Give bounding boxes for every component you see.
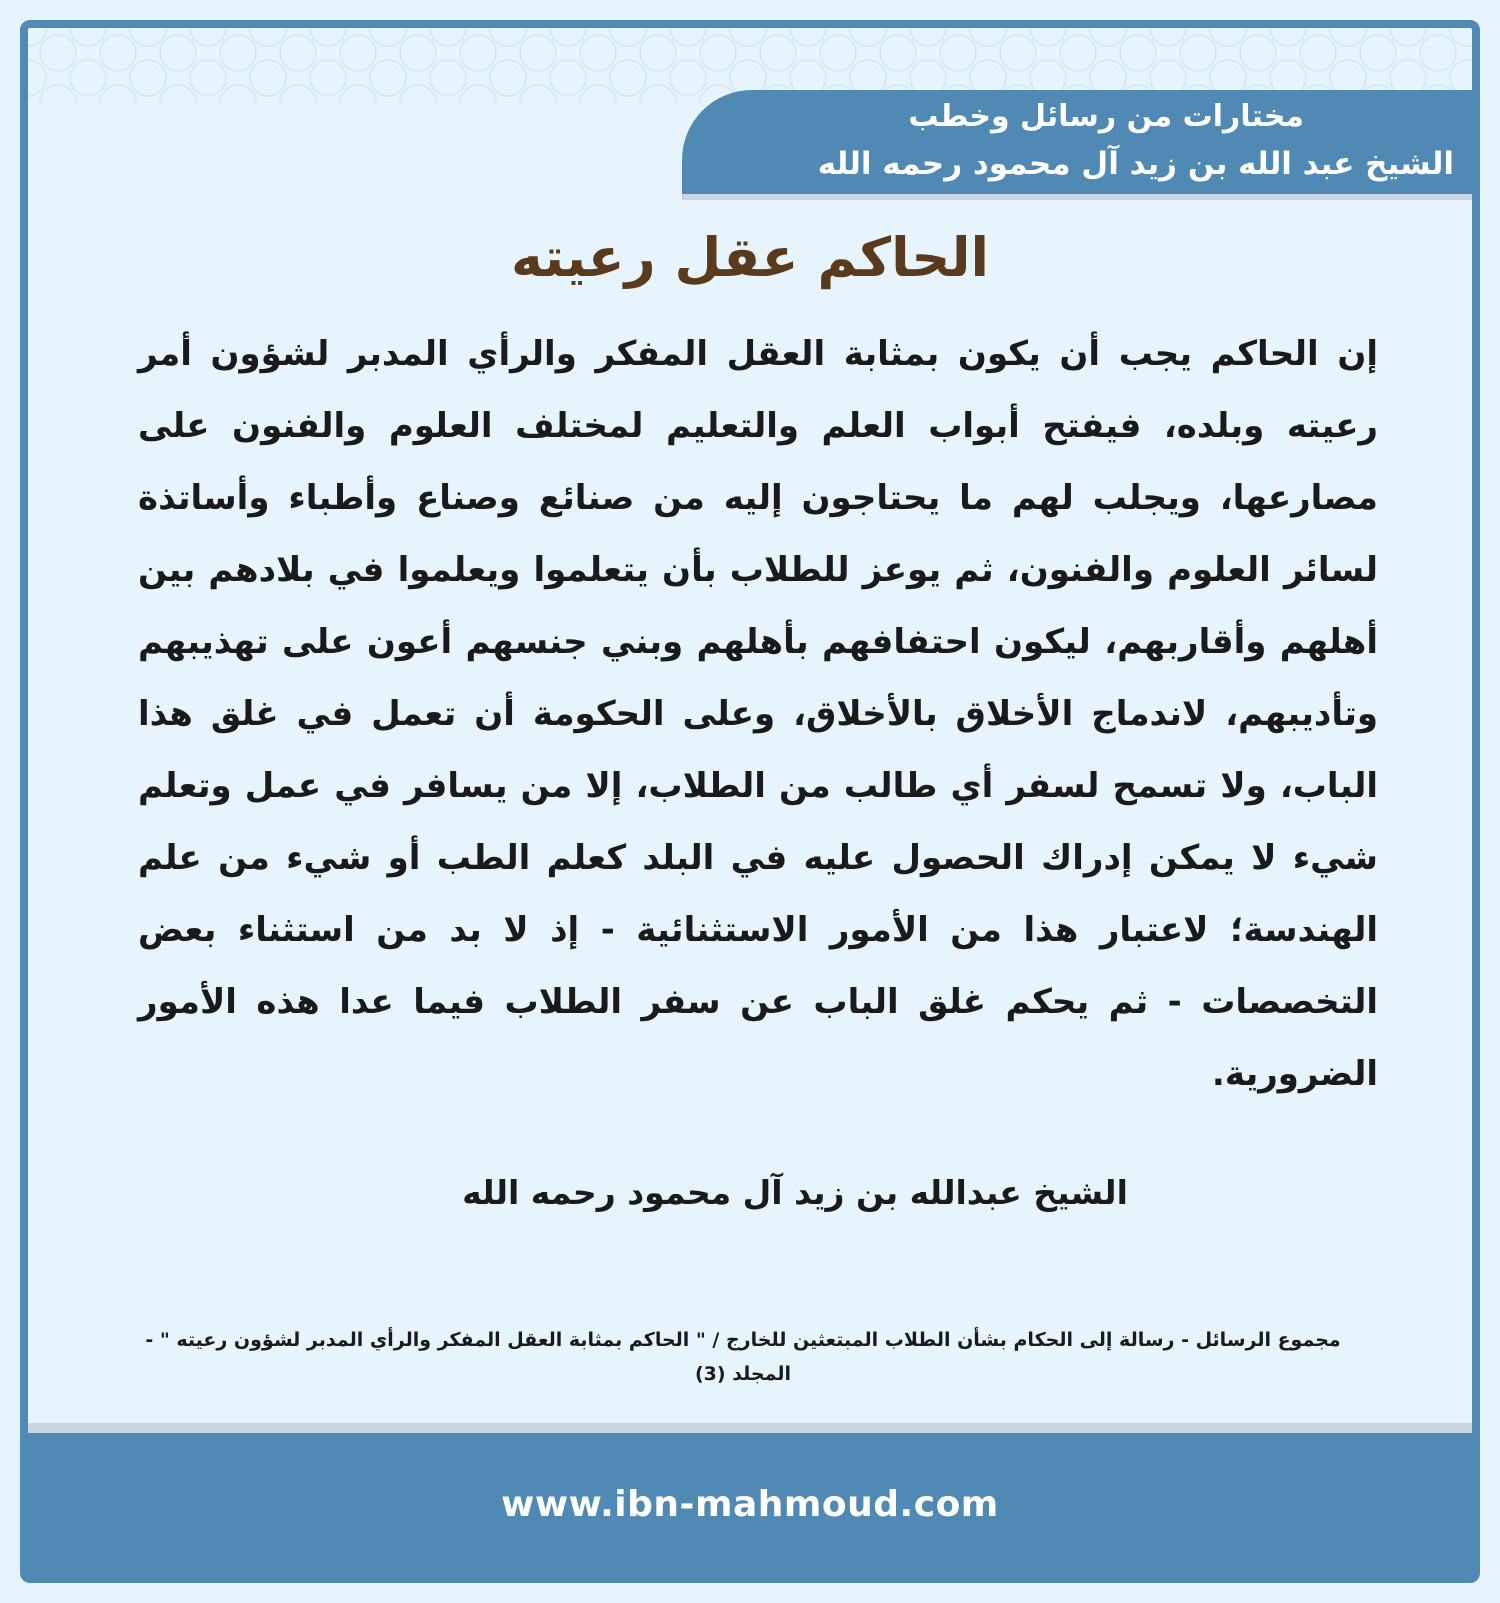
footer-bar <box>28 1433 1472 1575</box>
header-author-name: الشيخ عبد الله بن زيد آل محمود رحمه الله <box>817 146 1454 182</box>
source-citation: مجموع الرسائل - رسالة إلى الحكام بشأن الطلاب المبتعثين للخارج / " الحاكم بمثابة العقل المفكر والرأي المدبر لشؤون رعيته " - المجلد (3) <box>145 1329 1341 1385</box>
header-banner <box>682 90 1472 194</box>
page-title: الحاكم عقل رعيته <box>510 226 990 289</box>
footer-divider <box>28 1423 1472 1433</box>
quote-body: إن الحاكم يجب أن يكون بمثابة العقل المفكر والرأي المدبر لشؤون أمر رعيته وبلده، فيفتح أبواب العلم والتعليم لمختلف العلوم والفنون على مصارعها، ويجلب لهم ما يحتاجون إليه من صنائع وصناع وأطباء وأساتذة لسائر العلوم والفنون، ثم يوعز للطلاب بأن يتعلموا ويعلموا في بلادهم بين أهلهم وأقاربهم، ليكون احتفافهم بأهلهم وبني جنسهم أعون على تهذيبهم وتأديبهم، لاندماج الأخلاق بالأخلاق، وعلى الحكومة أن تعمل في غلق هذا الباب، ولا تسمح لسفر أي طالب من الطلاب، إلا من يسافر في عمل وتعلم شيء لا يمكن إدراك الحصول عليه في البلد كعلم الطب أو شيء من علم الهندسة؛ لاعتبار هذا من الأمور الاستثنائية - إذ لا بد من استثناء بعض التخصصات - ثم يحكم غلق الباب عن سفر الطلاب فيما عدا هذه الأمور الضرورية. <box>138 334 1378 1094</box>
header-series-title: مختارات من رسائل وخطب <box>908 99 1304 134</box>
quote-card <box>20 20 1480 1583</box>
author-signature: الشيخ عبدالله بن زيد آل محمود رحمه الله <box>462 1173 1128 1212</box>
website-link[interactable]: www.ibn-mahmoud.com <box>501 1483 999 1525</box>
